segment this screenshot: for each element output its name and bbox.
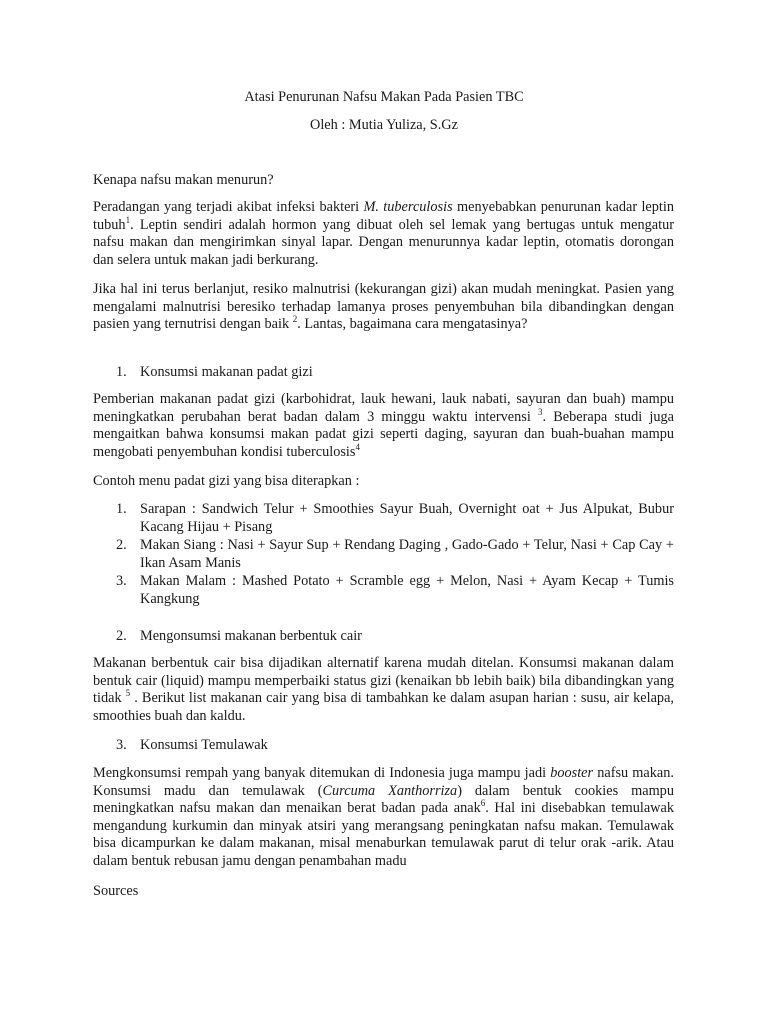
section-heading-2 — [116, 628, 362, 646]
p2-text-a: Jika hal ini terus berlanjut, resiko malnutrisi (kekurangan gizi) akan mudah meningkat. Pasien yang mengalami malnutrisi beresiko terhadap lamanya proses penyembuhan bila dibandingkan dengan pasien yang ternutrisi dengan baik — [93, 281, 674, 333]
paragraph-makanan-cair — [93, 655, 674, 725]
p3-citation-2: 4 — [355, 441, 360, 452]
p5-text-d: . Hal ini disebabkan temulawak mengandung kurkumin dan minyak atsiri yang merangsang peningkatan nafsu makan. Temulawak bisa dicampurkan ke dalam makanan, misal menaburkan temulawak parut di telur orak -arik. Atau dalam bentuk rebusan jamu dengan penambahan madu — [93, 800, 674, 869]
document-author: Oleh : Mutia Yuliza, S.Gz — [310, 117, 458, 133]
document-title: Atasi Penurunan Nafsu Makan Pada Pasien TBC — [244, 89, 524, 105]
sources-heading: Sources — [93, 883, 139, 899]
p5-citation: 6 — [480, 798, 486, 809]
section-2-label: Mengonsumsi makanan berbentuk cair — [140, 628, 362, 644]
menu-1-text: Sarapan : Sandwich Telur + Smoothies Sayur Buah, Overnight oat + Jus Alpukat, Bubur Kacang Hijau + Pisang — [140, 501, 674, 535]
section-1-number: 1. — [116, 364, 127, 380]
p3-citation-1: 3 — [537, 406, 543, 417]
list-item-menu-1 — [116, 501, 674, 536]
list-item-menu-3 — [116, 573, 674, 608]
p4-citation: 5 — [125, 688, 131, 699]
p3-text-a: Pemberian makanan padat gizi (karbohidrat, lauk hewani, lauk nabati, sayuran dan buah) mampu meningkatkan perubahan berat badan dalam 3 minggu waktu intervensi — [93, 391, 674, 425]
menu-3-number: 3. — [116, 573, 127, 589]
p5-italic-latin-name: Curcuma Xanthorriza — [322, 782, 458, 799]
section-heading-3 — [116, 737, 268, 755]
p2-text-b: . Lantas, bagaimana cara mengatasinya? — [297, 316, 528, 333]
p5-text-a: Mengkonsumsi rempah yang banyak ditemukan di Indonesia juga mampu jadi — [93, 765, 551, 781]
p1-text-b: menyebabkan penurunan kadar leptin tubuh — [93, 199, 674, 233]
p2-citation: 2 — [292, 314, 298, 325]
p5-text-c: ) dalam bentuk cookies mampu meningkatkan nafsu makan dan menaikan berat badan pada anak — [93, 782, 674, 817]
menu-1-number: 1. — [116, 501, 127, 517]
menu-intro: Contoh menu padat gizi yang bisa diterapkan : — [93, 473, 360, 489]
p1-italic: M. tuberculosis — [363, 199, 453, 215]
p3-text-b: . Beberapa studi juga mengaitkan bahwa konsumsi makan padat gizi seperti daging, sayuran dan buah-buahan mampu mengobati penyembuhan kondisi tuberculosis — [93, 408, 674, 460]
menu-3-text: Makan Malam : Mashed Potato + Scramble egg + Melon, Nasi + Ayam Kecap + Tumis Kangkung — [140, 573, 674, 607]
paragraph-leptin — [93, 199, 674, 269]
paragraph-temulawak — [93, 765, 674, 871]
section-heading-1 — [116, 364, 313, 382]
paragraph-malnutrisi — [93, 281, 674, 334]
section-2-number: 2. — [116, 628, 127, 644]
section-3-number: 3. — [116, 737, 127, 753]
p4-text-a: Makanan berbentuk cair bisa dijadikan alternatif karena mudah ditelan. Konsumsi makanan dalam bentuk cair (liquid) mampu memperbaiki status gizi (kenaikan bb lebih baik) bila dibandingkan yang tidak — [93, 655, 674, 707]
p5-italic-booster: booster — [550, 765, 594, 781]
list-item-menu-2 — [116, 537, 674, 572]
section-3-label: Konsumsi Temulawak — [140, 737, 268, 753]
p1-text-c: . Leptin sendiri adalah hormon yang dibuat oleh sel lemak yang bertugas untuk mengatur nafsu makan dan mengirimkan sinyal lapar. Dengan menurunnya kadar leptin, otomatis dorongan dan selera untuk makan jadi berkurang. — [93, 216, 674, 268]
section-1-label: Konsumsi makanan padat gizi — [140, 364, 313, 380]
menu-2-number: 2. — [116, 537, 127, 553]
p1-citation: 1 — [125, 214, 131, 225]
question-heading: Kenapa nafsu makan menurun? — [93, 172, 274, 188]
p4-text-b: . Berikut list makanan cair yang bisa di tambahkan ke dalam asupan harian : susu, air kelapa, smoothies buah dan kaldu. — [93, 690, 674, 724]
p1-text-a: Peradangan yang terjadi akibat infeksi bakteri — [93, 199, 364, 215]
p5-text-b: nafsu makan. Konsumsi madu dan temulawak ( — [93, 765, 674, 799]
menu-2-text: Makan Siang : Nasi + Sayur Sup + Rendang Daging , Gado-Gado + Telur, Nasi + Cap Cay + Ikan Asam Manis — [140, 537, 674, 571]
paragraph-padat-gizi — [93, 391, 674, 461]
